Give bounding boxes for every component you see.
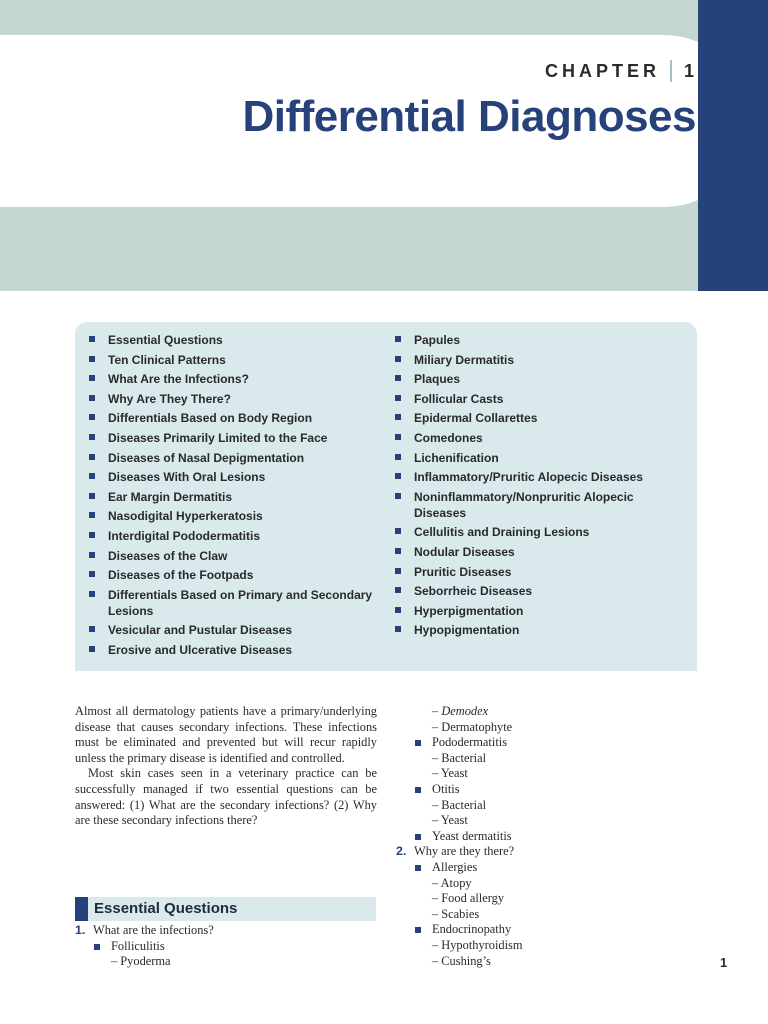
square-bullet-icon [89, 493, 95, 499]
contents-item: Hypopigmentation [395, 622, 685, 638]
list-item: – Dermatophyte [432, 719, 513, 734]
square-bullet-icon [89, 356, 95, 362]
square-bullet-icon [89, 552, 95, 558]
square-bullet-icon [89, 473, 95, 479]
list-item: – Food allergy [432, 891, 505, 906]
chapter-number: 1 [683, 60, 698, 81]
chapter-separator [670, 60, 672, 82]
list-item: – Bacterial [432, 797, 487, 812]
chapter-word: CHAPTER [544, 60, 660, 81]
contents-item: Diseases of the Footpads [89, 567, 379, 583]
square-bullet-icon [89, 336, 95, 342]
contents-list-right [395, 332, 685, 642]
contents-item: Epidermal Collarettes [395, 410, 685, 426]
question-number: 2. [396, 844, 407, 859]
list-item: – Scabies [432, 906, 480, 921]
contents-item: Diseases With Oral Lesions [89, 469, 379, 485]
section-heading-text: Essential Questions [94, 900, 238, 917]
contents-item: Essential Questions [89, 332, 379, 348]
square-bullet-icon [395, 568, 401, 574]
contents-item: Cellulitis and Draining Lesions [395, 524, 685, 540]
contents-item: Pruritic Diseases [395, 564, 685, 580]
page-number: 1 [720, 955, 728, 970]
contents-item: Follicular Casts [395, 391, 685, 407]
square-bullet-icon [89, 454, 95, 460]
list-item: Folliculitis [75, 939, 375, 955]
square-bullet-icon [89, 512, 95, 518]
contents-item: Nodular Diseases [395, 544, 685, 560]
contents-item: Erosive and Ulcerative Diseases [89, 642, 379, 658]
contents-item: Plaques [395, 371, 685, 387]
chapter-label [545, 60, 698, 82]
square-bullet-icon [94, 944, 100, 950]
page-title: Differential Diagnoses [242, 92, 696, 141]
contents-item: Diseases Primarily Limited to the Face [89, 430, 379, 446]
list-item: Allergies [396, 860, 696, 876]
contents-item: Nasodigital Hyperkeratosis [89, 508, 379, 524]
list-item: Pododermatitis [396, 735, 696, 751]
square-bullet-icon [415, 787, 421, 793]
contents-item: Vesicular and Pustular Diseases [89, 622, 379, 638]
contents-item: Papules [395, 332, 685, 348]
square-bullet-icon [415, 927, 421, 933]
square-bullet-icon [395, 473, 401, 479]
square-bullet-icon [89, 414, 95, 420]
chapter-contents-box [75, 322, 697, 671]
question-list-left [75, 923, 375, 970]
contents-item: Noninflammatory/Nonpruritic Alopecic Diseases [395, 489, 685, 521]
square-bullet-icon [89, 571, 95, 577]
square-bullet-icon [395, 454, 401, 460]
contents-item: Comedones [395, 430, 685, 446]
square-bullet-icon [395, 587, 401, 593]
contents-item: Miliary Dermatitis [395, 352, 685, 368]
contents-item: Lichenification [395, 450, 685, 466]
square-bullet-icon [89, 646, 95, 652]
list-item: Otitis [396, 782, 696, 798]
contents-item: Differentials Based on Body Region [89, 410, 379, 426]
list-item: Endocrinopathy [396, 922, 696, 938]
list-item: – Atopy [432, 875, 472, 890]
list-item: 2. Why are they there? [396, 844, 515, 859]
contents-item: Interdigital Pododermatitis [89, 528, 379, 544]
square-bullet-icon [415, 865, 421, 871]
list-item: – Pyoderma [111, 954, 171, 969]
square-bullet-icon [395, 356, 401, 362]
list-item: Yeast dermatitis [396, 829, 696, 845]
square-bullet-icon [395, 336, 401, 342]
square-bullet-icon [395, 414, 401, 420]
list-item: 1. What are the infections? [75, 923, 214, 937]
square-bullet-icon [395, 607, 401, 613]
list-item: – Cushing’s [432, 953, 491, 968]
square-bullet-icon [395, 528, 401, 534]
contents-item: Hyperpigmentation [395, 603, 685, 619]
contents-item: Differentials Based on Primary and Secondary Lesions [89, 587, 379, 619]
square-bullet-icon [395, 375, 401, 381]
square-bullet-icon [89, 591, 95, 597]
square-bullet-icon [395, 548, 401, 554]
square-bullet-icon [89, 375, 95, 381]
square-bullet-icon [395, 493, 401, 499]
contents-item: What Are the Infections? [89, 371, 379, 387]
contents-item: Why Are They There? [89, 391, 379, 407]
square-bullet-icon [89, 395, 95, 401]
paragraph: Most skin cases seen in a veterinary practice can be successfully managed if two essential questions can be answered: (1) What are the secondary infections? (2) Why are these secondary infections there? [75, 766, 377, 828]
contents-item: Ear Margin Dermatitis [89, 489, 379, 505]
contents-list-left [89, 332, 379, 662]
body-text-left [75, 704, 377, 829]
square-bullet-icon [89, 434, 95, 440]
header-accent-bar [698, 0, 768, 291]
list-item: – Yeast [432, 766, 468, 781]
square-bullet-icon [415, 834, 421, 840]
list-item: – Yeast [432, 813, 468, 828]
contents-item: Inflammatory/Pruritic Alopecic Diseases [395, 469, 685, 485]
contents-item: Seborrheic Diseases [395, 583, 685, 599]
square-bullet-icon [89, 626, 95, 632]
square-bullet-icon [89, 532, 95, 538]
contents-item: Diseases of Nasal Depigmentation [89, 450, 379, 466]
square-bullet-icon [395, 626, 401, 632]
square-bullet-icon [395, 434, 401, 440]
square-bullet-icon [395, 395, 401, 401]
heading-accent-bar [75, 897, 88, 921]
list-item: – Bacterial [432, 750, 487, 765]
paragraph: Almost all dermatology patients have a primary/underlying disease that causes secondary infections. These infections must be eliminated and prevented but will recur rapidly unless the primary disease is identified and controlled. [75, 704, 377, 765]
list-item: – Demodex [432, 704, 489, 718]
square-bullet-icon [415, 740, 421, 746]
question-number: 1. [75, 923, 86, 937]
contents-item: Ten Clinical Patterns [89, 352, 379, 368]
question-list-right [396, 704, 696, 969]
list-item: – Hypothyroidism [432, 937, 523, 952]
section-heading [75, 897, 376, 921]
contents-item: Diseases of the Claw [89, 548, 379, 564]
